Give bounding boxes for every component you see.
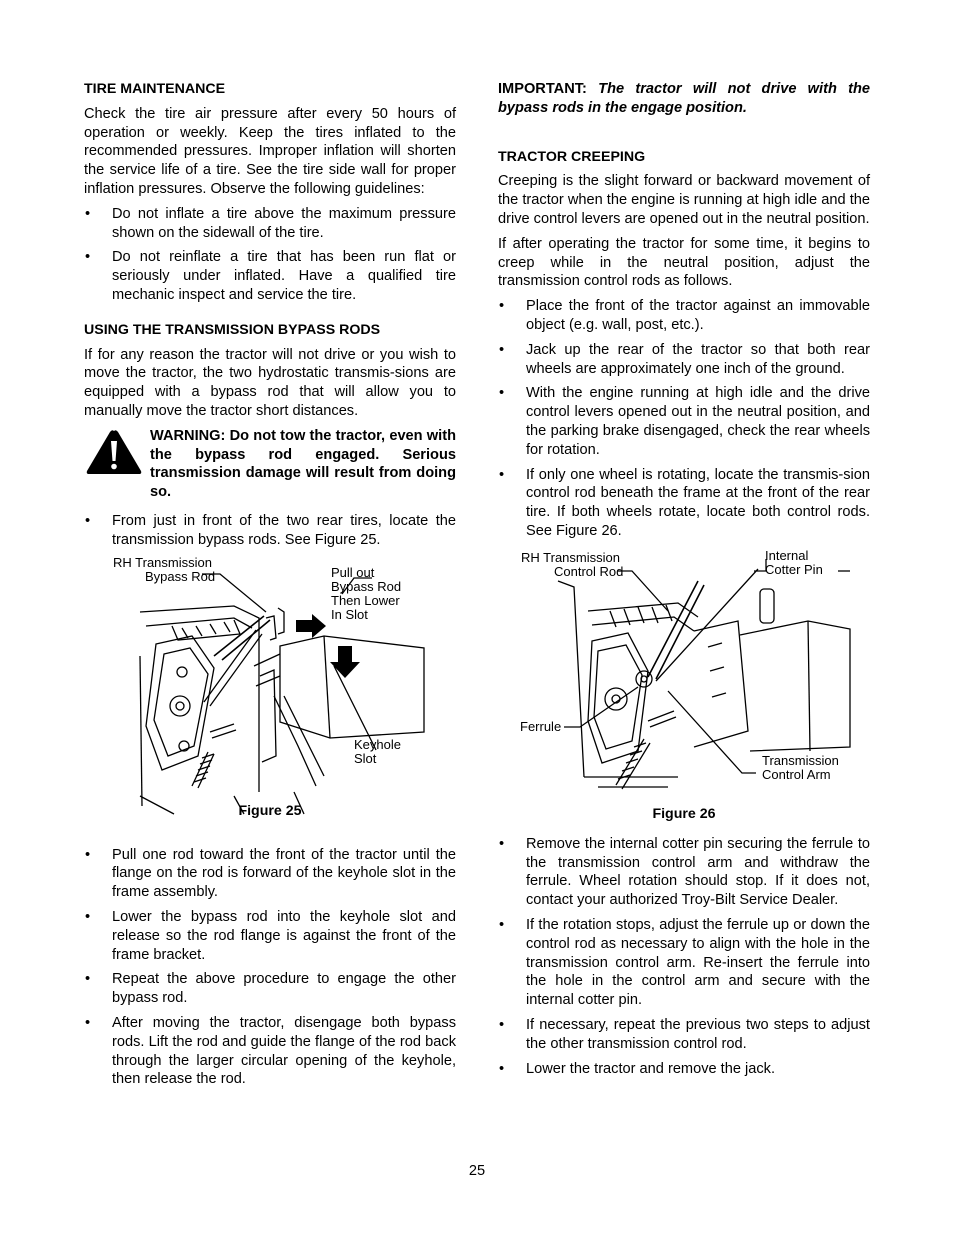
list-item: • After moving the tractor, disengage both bypass rods. Lift the rod and guide the flange of the rod back through the larger circular opening of the keyhole, then release the rod. [84, 1014, 456, 1089]
list-item: • If the rotation stops, adjust the ferrule up or down the control rod as necessary to align with the hole in the transmission control arm. Re-insert the ferrule into the hole in the control arm and secure with the internal cotter pin. [498, 916, 870, 1010]
warning-block [84, 427, 456, 502]
list-item: • With the engine running at high idle and the drive control levers opened out in the neutral position, and the parking brake disengaged, check the rear wheels for rotation. [498, 384, 870, 459]
figure-26-label-arm-line2: Control Arm [762, 766, 831, 782]
list-item: • Remove the internal cotter pin securing the ferrule to the transmission control arm and withdraw the ferrule. Wheel rotation should stop. If it does not, contact your authorized Troy-Bilt Service Dealer. [498, 835, 870, 910]
down-arrow-icon [330, 646, 360, 678]
figure-26-label-pin-line1: Internal [765, 547, 809, 563]
list-item: • Do not reinflate a tire that has been run flat or seriously under inflated. Have a qualified tire mechanic inspect and service the tire. [84, 248, 456, 304]
bypass-procedure-list [84, 846, 456, 1090]
tire-guidelines-list [84, 205, 456, 305]
figure-25-label-keyhole-line2: Slot [354, 750, 377, 766]
list-item: • Place the front of the tractor against an immovable object (e.g. wall, post, etc.). [498, 297, 870, 335]
figure-25-label-rh-line1: RH Transmission [113, 554, 212, 570]
important-note [498, 80, 870, 118]
list-item: • Lower the bypass rod into the keyhole slot and release so the rod flange is against the front of the frame bracket. [84, 908, 456, 964]
figure-25-label-pull-line3: Then Lower [331, 592, 400, 608]
list-item: • Do not inflate a tire above the maximum pressure shown on the sidewall of the tire. [84, 205, 456, 243]
important-text: The tractor will not drive with the bypass rods in the engage position. [498, 81, 871, 116]
bypass-locate-list [84, 512, 456, 550]
list-item: • Repeat the above procedure to engage the other bypass rod. [84, 970, 456, 1008]
figure-26-label-rh-line1: RH Transmission [521, 549, 620, 565]
figure-25 [84, 556, 456, 846]
list-item: • Pull one rod toward the front of the tractor until the flange on the rod is forward of the keyhole slot in the frame assembly. [84, 846, 456, 902]
right-column [498, 80, 870, 1084]
list-item: • From just in front of the two rear tires, locate the transmission bypass rods. See Figure 25. [84, 512, 456, 550]
list-item: • If only one wheel is rotating, locate the transmis-sion control rod beneath the frame at the front of the rear tire. If both wheels rotate, locate both control rods. See Figure 26. [498, 466, 870, 541]
bypass-rods-paragraph: If for any reason the tractor will not drive or you wish to move the tractor, the two hydrostatic transmis-sions are equipped with a bypass rod that will allow you to manually move the tractor short distances. [84, 346, 456, 419]
page-number: 25 [468, 1163, 486, 1179]
tire-maintenance-heading: TIRE MAINTENANCE [84, 81, 226, 97]
figure-26-label-rh-line2: Control Rod [554, 563, 624, 579]
figure-25-label-keyhole-line1: Keyhole [354, 736, 401, 752]
figure-26 [498, 547, 870, 835]
right-arrow-icon [296, 614, 326, 638]
creeping-paragraph-2: If after operating the tractor for some time, it begins to creep while in the neutral position, adjust the transmission control rods as follows. [498, 235, 870, 290]
figure-25-caption: Figure 25 [238, 802, 302, 819]
figure-25-label-rh-line2: Bypass Rod [145, 568, 216, 584]
left-column [84, 80, 456, 1095]
warning-text: WARNING: Do not tow the tractor, even with the bypass rod engaged. Serious transmission damage will result from doing so. [150, 427, 456, 501]
ferrule-steps-list [498, 835, 870, 1079]
creeping-paragraph-1: Creeping is the slight forward or backward movement of the tractor when the engine is running at high idle and the drive control levers are opened out in the neutral position. [498, 173, 870, 227]
figure-26-label-pin-line2: Cotter Pin [765, 561, 823, 577]
figure-25-label-pull-line2: Bypass Rod [331, 578, 402, 594]
warning-triangle-icon [84, 427, 150, 502]
list-item: • Jack up the rear of the tractor so that both rear wheels are approximately one inch of the ground. [498, 341, 870, 379]
creeping-steps-list [498, 297, 870, 541]
figure-25-label-pull-line4: In Slot [331, 606, 368, 622]
tractor-creeping-heading: TRACTOR CREEPING [498, 148, 646, 165]
bypass-rods-heading: USING THE TRANSMISSION BYPASS RODS [84, 321, 381, 338]
list-item: • If necessary, repeat the previous two steps to adjust the other transmission control rod. [498, 1016, 870, 1054]
important-label: IMPORTANT: [498, 81, 587, 97]
tire-maintenance-paragraph: Check the tire air pressure after every 50 hours of operation or weekly. Keep the tires inflated to the recommended pressures. Improper inflation will shorten the service life of a tire. See the tire side wall for proper inflation pressures. Observe the following guidelines: [84, 105, 456, 197]
figure-25-illustration [84, 556, 456, 818]
figure-26-label-arm-line1: Transmission [762, 752, 839, 768]
list-item: • Lower the tractor and remove the jack. [498, 1060, 870, 1079]
figure-26-caption: Figure 26 [652, 805, 716, 822]
figure-26-label-ferrule: Ferrule [520, 718, 562, 734]
figure-25-label-pull-line1: Pull out [331, 564, 375, 580]
